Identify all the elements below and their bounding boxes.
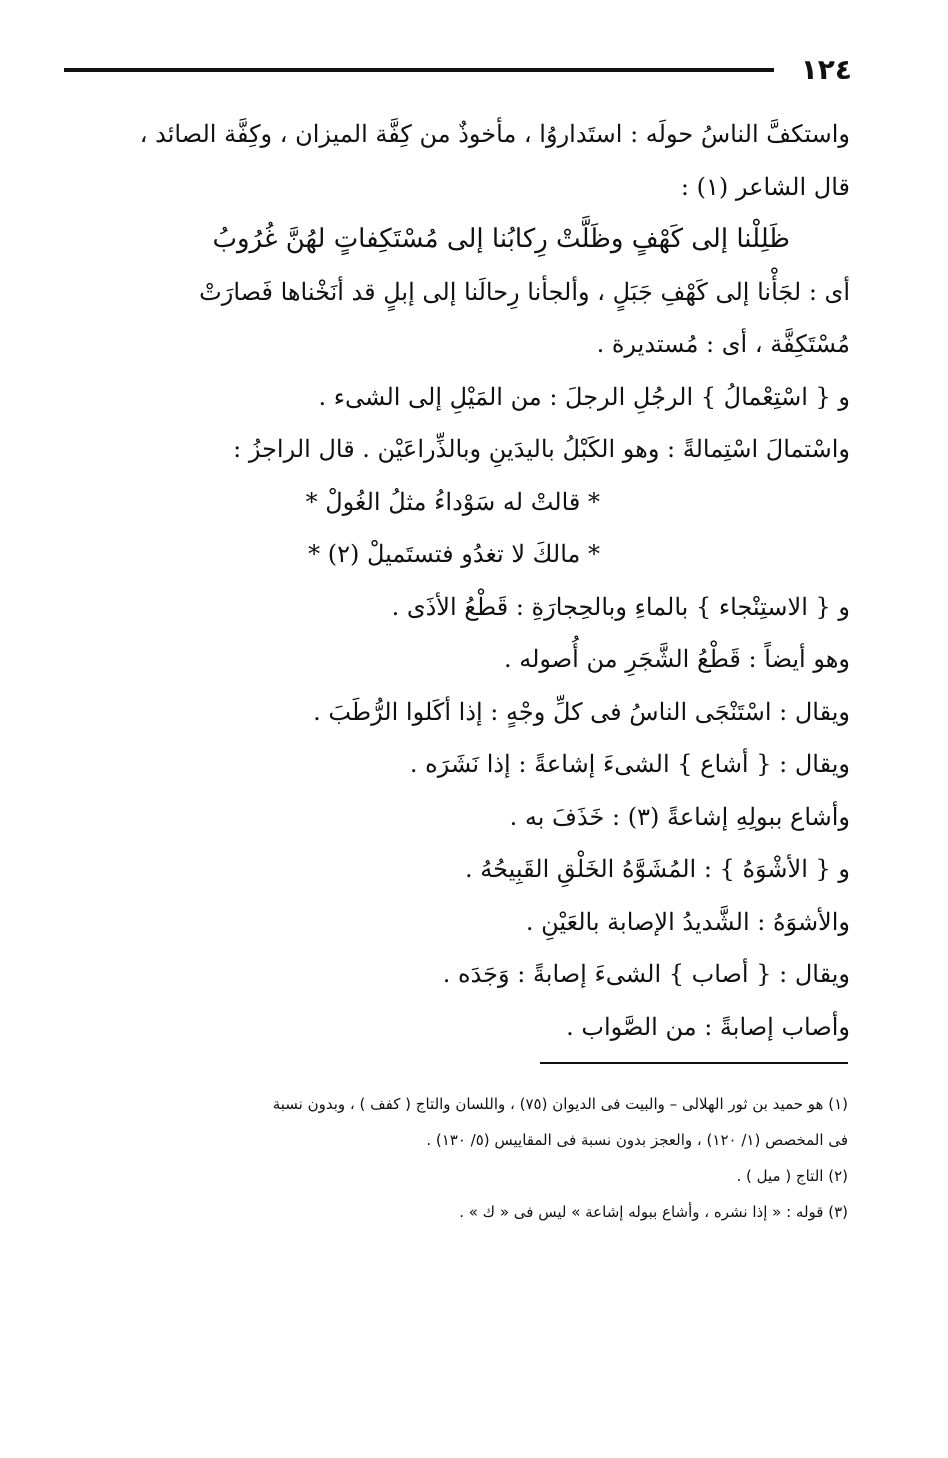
text-line: ويقال : اسْتَنْجَى الناسُ فى كلِّ وجْهٍ : إذا أكَلوا الرُّطَبَ . — [313, 697, 850, 726]
footnote-rule — [540, 1062, 848, 1064]
text-line: قال الشاعر (١) : — [680, 172, 850, 201]
verse-line: * مالكَ لا تغدُو فتستَميلْ (٢) * — [308, 540, 600, 568]
text-line: واستكفَّ الناسُ حولَه : استَداروُا ، مأخوذٌ من كِفَّة الميزان ، وكِفَّة الصائد ، — [139, 120, 850, 148]
verse-line: ظَلِلْنا إلى كَهْفٍ وظَلَّتْ رِكابُنا إلى مُسْتَكِفاتٍ لهُنَّ غُرُوبُ — [212, 224, 790, 254]
text-line: وأشاع ببولِهِ إشاعةً (٣) : خَذَفَ به . — [509, 802, 850, 831]
text-line: و { اسْتِعْمالُ } الرجُلِ الرجلَ : من المَيْلِ إلى الشىء . — [318, 382, 850, 411]
page-number: ١٢٤ — [800, 53, 852, 86]
footnote-line: (١) هو حميد بن ثور الهلالى – والبيت فى الديوان (٧٥) ، واللسان والتاج ( كفف ) ، وبدون نسبة — [272, 1095, 848, 1113]
text-line: ويقال : { أشاع } الشىءَ إشاعةً : إذا نَشَرَه . — [409, 750, 850, 778]
text-line: وأصاب إصابةً : من الصَّواب . — [566, 1012, 850, 1041]
page-header — [64, 50, 852, 90]
text-line: و { الأشْوَهُ } : المُشَوَّهُ الخَلْقِ القَبِيحُهُ . — [465, 855, 850, 883]
text-line: والأشوَهُ : الشَّديدُ الإصابة بالعَيْنِ . — [525, 907, 850, 936]
header-rule — [64, 68, 774, 72]
footnote-line: فى المخصص (١/ ١٢٠) ، والعجز بدون نسبة فى المقاييس (٥/ ١٣٠) . — [426, 1131, 848, 1149]
main-text — [90, 108, 850, 1053]
text-line: وهو أيضاً : قَطْعُ الشَّجَرِ من أُصوله . — [503, 645, 850, 673]
footnote-line: (٣) قوله : « إذا نشره ، وأشاع ببوله إشاعة » ليس فى « ك » . — [459, 1203, 848, 1221]
footnote-line: (٢) التاج ( ميل ) . — [736, 1167, 848, 1185]
text-line: أى : لجَأْنا إلى كَهْفِ جَبَلٍ ، وألجأنا رِحالَنا إلى إبلٍ قد أنَخْناها فَصارَتْ — [199, 277, 850, 306]
footnotes — [62, 1086, 848, 1230]
text-line: مُسْتَكِفَّة ، أى : مُستديرة . — [596, 330, 850, 358]
text-line: ويقال : { أصاب } الشىءَ إصابةً : وَجَدَه . — [442, 960, 850, 988]
text-line: واسْتمالَ اسْتِمالةً : وهو الكَبْلُ باليدَينِ وبالذِّراعَيْن . قال الراجزُ : — [233, 435, 850, 463]
text-line: و { الاستِنْجاء } بالماءِ وبالحِجارَةِ : قَطْعُ الأذَى . — [391, 592, 850, 621]
verse-line: * قالتْ له سَوْداءُ مثلُ الغُولْ * — [305, 487, 600, 516]
